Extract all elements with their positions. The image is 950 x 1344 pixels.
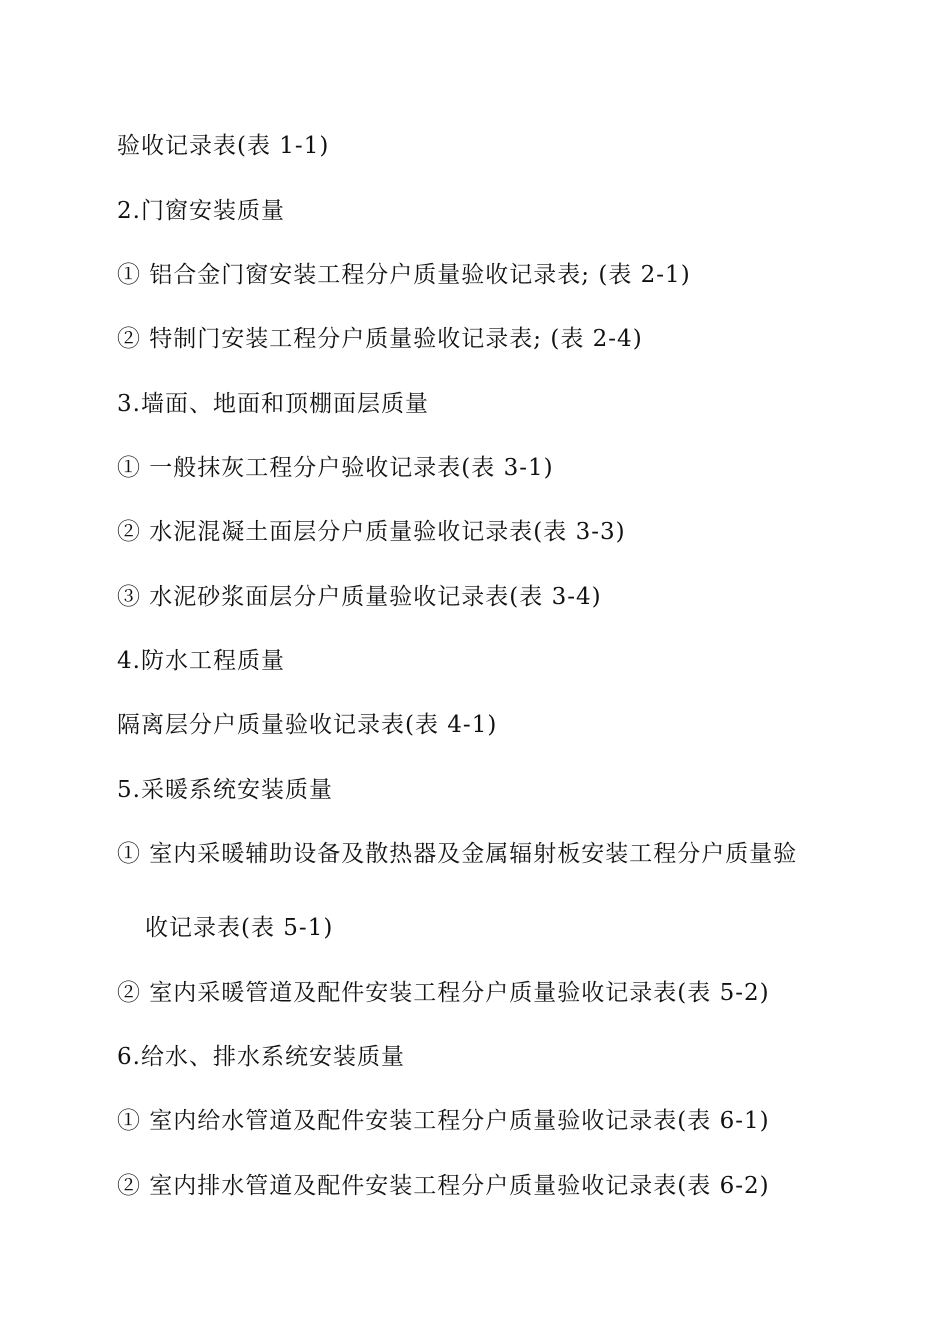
list-item-heating-equipment-continued: 收记录表(表 5-1) xyxy=(145,915,334,941)
list-item-special-doors: ② 特制门安装工程分户质量验收记录表; (表 2-4) xyxy=(117,326,643,352)
section-heading-heating: 5.采暖系统安装质量 xyxy=(117,777,333,803)
list-item-water-supply-pipes: ① 室内给水管道及配件安装工程分户质量验收记录表(表 6-1) xyxy=(117,1108,770,1134)
list-item-plastering: ① 一般抹灰工程分户验收记录表(表 3-1) xyxy=(117,455,554,481)
section-heading-water-supply-drainage: 6.给水、排水系统安装质量 xyxy=(117,1044,405,1070)
list-item-heating-pipes: ② 室内采暖管道及配件安装工程分户质量验收记录表(表 5-2) xyxy=(117,980,770,1006)
section-heading-doors-windows: 2.门窗安装质量 xyxy=(117,198,285,224)
list-item-drainage-pipes: ② 室内排水管道及配件安装工程分户质量验收记录表(表 6-2) xyxy=(117,1173,770,1199)
list-item-mortar-surface: ③ 水泥砂浆面层分户质量验收记录表(表 3-4) xyxy=(117,584,602,610)
list-item-aluminum-doors: ① 铝合金门窗安装工程分户质量验收记录表; (表 2-1) xyxy=(117,262,691,288)
section-heading-wall-floor-ceiling: 3.墙面、地面和顶棚面层质量 xyxy=(117,391,429,417)
list-item-heating-equipment: ① 室内采暖辅助设备及散热器及金属辐射板安装工程分户质量验 xyxy=(117,841,798,867)
text-line-isolation-layer: 隔离层分户质量验收记录表(表 4-1) xyxy=(117,712,498,738)
section-heading-waterproofing: 4.防水工程质量 xyxy=(117,648,285,674)
list-item-concrete-surface: ② 水泥混凝土面层分户质量验收记录表(表 3-3) xyxy=(117,519,626,545)
text-line-table-1-1: 验收记录表(表 1-1) xyxy=(117,133,330,159)
